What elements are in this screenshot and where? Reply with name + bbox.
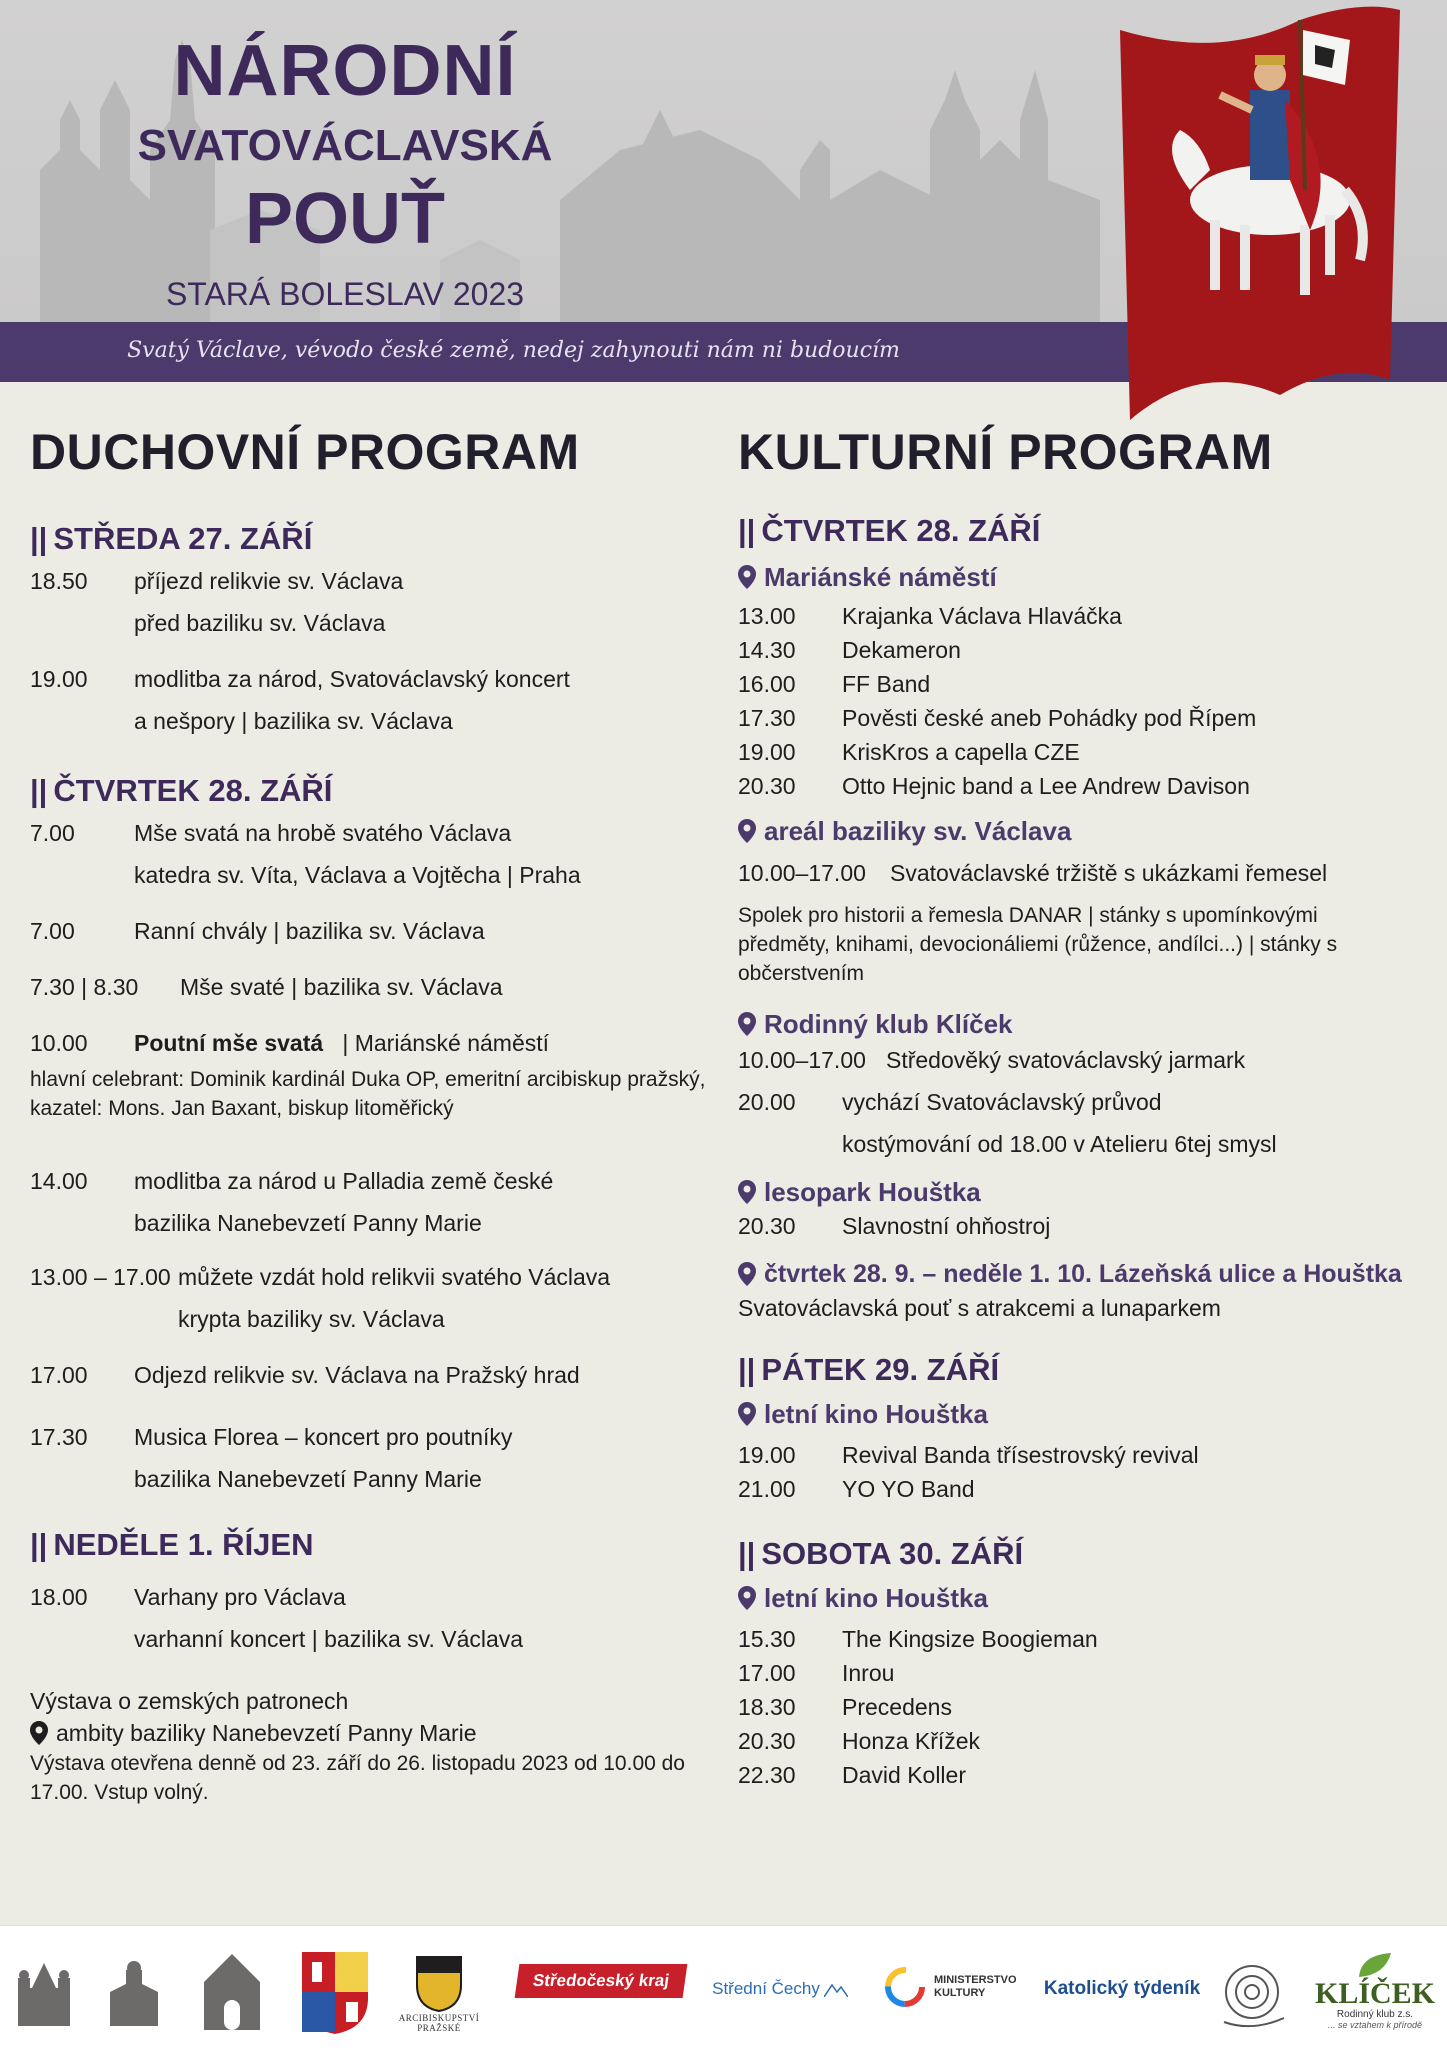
list-item: 17.30 Pověsti české aneb Pohádky pod Řípem	[738, 705, 1257, 731]
list-item: 17.30 Musica Florea – koncert pro poutníky	[30, 1424, 513, 1450]
list-item: 7.00 Ranní chvály | bazilika sv. Václava	[30, 918, 485, 944]
location-heading: lesopark Houštka	[738, 1174, 1428, 1210]
location-pin-icon	[738, 1262, 756, 1286]
list-item: 17.00 Inrou	[738, 1660, 895, 1686]
leaf-icon	[1355, 1951, 1395, 1979]
day-heading-wednesday: || STŘEDA 27. ZÁŘÍ	[30, 521, 313, 556]
market-note: Spolek pro historii a řemesla DANAR | stánky s upomínkovými předměty, knihami, devocionáliemi (růžence, andílci...) | stánky s občerstvením	[738, 904, 1338, 985]
exhibit-title: Výstava o zemských patronech	[30, 1688, 349, 1714]
list-item: 20.00 vychází Svatováclavský průvod	[738, 1089, 1162, 1115]
list-item: 22.30 David Koller	[738, 1762, 966, 1788]
archdiocese-shield-icon	[415, 1955, 463, 2013]
location-heading: letní kino Houštka	[738, 1396, 1428, 1432]
list-item-sub: a nešpory | bazilika sv. Václava	[134, 708, 453, 734]
stredni-cechy-logo: Střední Čechy	[710, 1974, 850, 2004]
stredocesky-kraj-logo: Středočeský kraj	[515, 1964, 688, 1998]
list-item: 10.00 Poutní mše svatá | Mariánské náměstí	[30, 1030, 550, 1056]
title-line-2: SVATOVÁCLAVSKÁ	[137, 121, 553, 170]
cultural-program-column	[738, 425, 1428, 1792]
klicek-logo	[1312, 1940, 1438, 2040]
schedule-list	[738, 1438, 1428, 1506]
list-item: 10.00–17.00 Svatováclavské tržiště s ukázkami řemesel	[738, 860, 1328, 886]
day-heading-sunday: || NEDĚLE 1. ŘÍJEN	[30, 1527, 314, 1562]
location-pin-icon	[738, 1402, 756, 1426]
basilica-logo-1	[14, 1958, 74, 2028]
location-pin-icon	[738, 565, 756, 589]
list-item: 20.30 Otto Hejnic band a Lee Andrew Davison	[738, 773, 1250, 799]
archdiocese-label: ARCIBISKUPSTVÍ PRAŽSKÉ	[398, 2013, 480, 2033]
exhibit-info: Výstava otevřena denně od 23. září do 26. listopadu 2023 od 10.00 do 17.00. Vstup volný.	[30, 1752, 685, 1804]
spiritual-program-column	[30, 425, 720, 1807]
list-item: 18.50 příjezd relikvie sv. Václava	[30, 568, 404, 594]
list-item: 13.00 Krajanka Václava Hlaváčka	[738, 603, 1122, 629]
spiritual-program-heading: DUCHOVNÍ PROGRAM	[30, 424, 580, 480]
subtitle: STARÁ BOLESLAV 2023	[165, 276, 525, 312]
ministry-ring-icon	[882, 1964, 928, 2010]
st-wenceslas-flag-illustration	[1100, 0, 1420, 420]
schedule-list	[738, 599, 1428, 803]
list-item: 10.00–17.00 Středověký svatováclavský jarmark	[738, 1047, 1246, 1073]
snail-logo	[1214, 1948, 1290, 2034]
list-item-sub: katedra sv. Víta, Václava a Vojtěcha | Praha	[134, 862, 581, 888]
day-heading-saturday: || SOBOTA 30. ZÁŘÍ	[738, 1536, 1024, 1571]
list-item: 14.00 modlitba za národ u Palladia země české	[30, 1168, 554, 1194]
list-item: 15.30 The Kingsize Boogieman	[738, 1626, 1098, 1652]
location-pin-icon	[738, 1180, 756, 1204]
list-item: 19.00 modlitba za národ, Svatováclavský koncert	[30, 666, 570, 692]
coat-of-arms-logo	[300, 1948, 370, 2036]
day-heading-thursday: || ČTVRTEK 28. ZÁŘÍ	[30, 773, 333, 808]
location-heading: Mariánské náměstí	[738, 559, 1428, 595]
list-item-sub: krypta baziliky sv. Václava	[178, 1306, 445, 1332]
archdiocese-logo	[394, 1942, 484, 2046]
list-item-sub: varhanní koncert | bazilika sv. Václava	[134, 1626, 524, 1652]
chapel-logo	[200, 1952, 264, 2030]
location-heading: letní kino Houštka	[738, 1580, 1428, 1616]
sponsor-footer	[0, 1925, 1447, 2048]
fairground-text: Svatováclavská pouť s atrakcemi a lunaparkem	[738, 1295, 1221, 1321]
list-item: 19.00 KrisKros a capella CZE	[738, 739, 1080, 765]
klicek-title: KLÍČEK	[1314, 1976, 1436, 2010]
schedule-list	[738, 1622, 1428, 1792]
klicek-subtitle: Rodinný klub z.s.	[1336, 2008, 1414, 2020]
location-pin-icon	[738, 1586, 756, 1610]
list-item: 17.00 Odjezd relikvie sv. Václava na Pražský hrad	[30, 1362, 580, 1388]
location-heading: Rodinný klub Klíček	[738, 1006, 1428, 1042]
list-item: 19.00 Revival Banda třísestrovský revival	[738, 1442, 1199, 1468]
motto-text: Svatý Václave, vévodo české země, nedej zahynouti nám ni budoucím	[127, 338, 900, 363]
title-line-1: NÁRODNÍ	[173, 31, 517, 111]
list-item-sub: před baziliku sv. Václava	[134, 610, 386, 636]
ministerstvo-kultury-logo	[882, 1960, 1032, 2014]
list-item: 18.00 Varhany pro Václava	[30, 1584, 346, 1610]
list-item: 20.30 Honza Křížek	[738, 1728, 981, 1754]
list-item: 18.30 Precedens	[738, 1694, 952, 1720]
exhibit-place: ambity baziliky Nanebevzetí Panny Marie	[30, 1717, 720, 1749]
katolicky-tydenik-logo: Katolický týdeník	[1043, 1978, 1201, 1999]
celebrant-note: hlavní celebrant: Dominik kardinál Duka OP, emeritní arcibiskup pražský, kazatel: Mons. Jan Baxant, biskup litoměřický	[30, 1068, 706, 1120]
klicek-tagline: ... se vztahem k přírodě	[1327, 2019, 1423, 2030]
list-item: 13.00 – 17.00 můžete vzdát hold relikvii svatého Václava	[30, 1264, 611, 1290]
location-heading: čtvrtek 28. 9. – neděle 1. 10. Lázeňská ulice a Houštka	[738, 1256, 1428, 1292]
basilica-logo-2	[104, 1958, 164, 2028]
list-item: 21.00 YO YO Band	[738, 1476, 975, 1502]
title-block	[120, 30, 570, 316]
list-item: 7.00 Mše svatá na hrobě svatého Václava	[30, 820, 512, 846]
title-line-3: POUŤ	[244, 179, 445, 259]
list-item-sub: bazilika Nanebevzetí Panny Marie	[134, 1210, 482, 1236]
list-item: 20.30 Slavnostní ohňostroj	[738, 1213, 1051, 1239]
list-item: 14.30 Dekameron	[738, 637, 961, 663]
list-item-sub: kostýmování od 18.00 v Atelieru 6tej smysl	[842, 1131, 1277, 1157]
list-item: 16.00 FF Band	[738, 671, 931, 697]
location-heading: areál baziliky sv. Václava	[738, 813, 1428, 849]
ministry-label: MINISTERSTVO KULTURY	[934, 1974, 1017, 1999]
location-pin-icon	[738, 1012, 756, 1036]
list-item-sub: bazilika Nanebevzetí Panny Marie	[134, 1466, 482, 1492]
cultural-program-heading: KULTURNÍ PROGRAM	[738, 424, 1273, 480]
day-heading-thursday: || ČTVRTEK 28. ZÁŘÍ	[738, 513, 1041, 548]
day-heading-friday: || PÁTEK 29. ZÁŘÍ	[738, 1352, 1000, 1387]
location-pin-icon	[30, 1721, 48, 1745]
mountains-icon	[824, 1981, 848, 1997]
list-item: 7.30 | 8.30 Mše svaté | bazilika sv. Václava	[30, 974, 503, 1000]
location-pin-icon	[738, 819, 756, 843]
